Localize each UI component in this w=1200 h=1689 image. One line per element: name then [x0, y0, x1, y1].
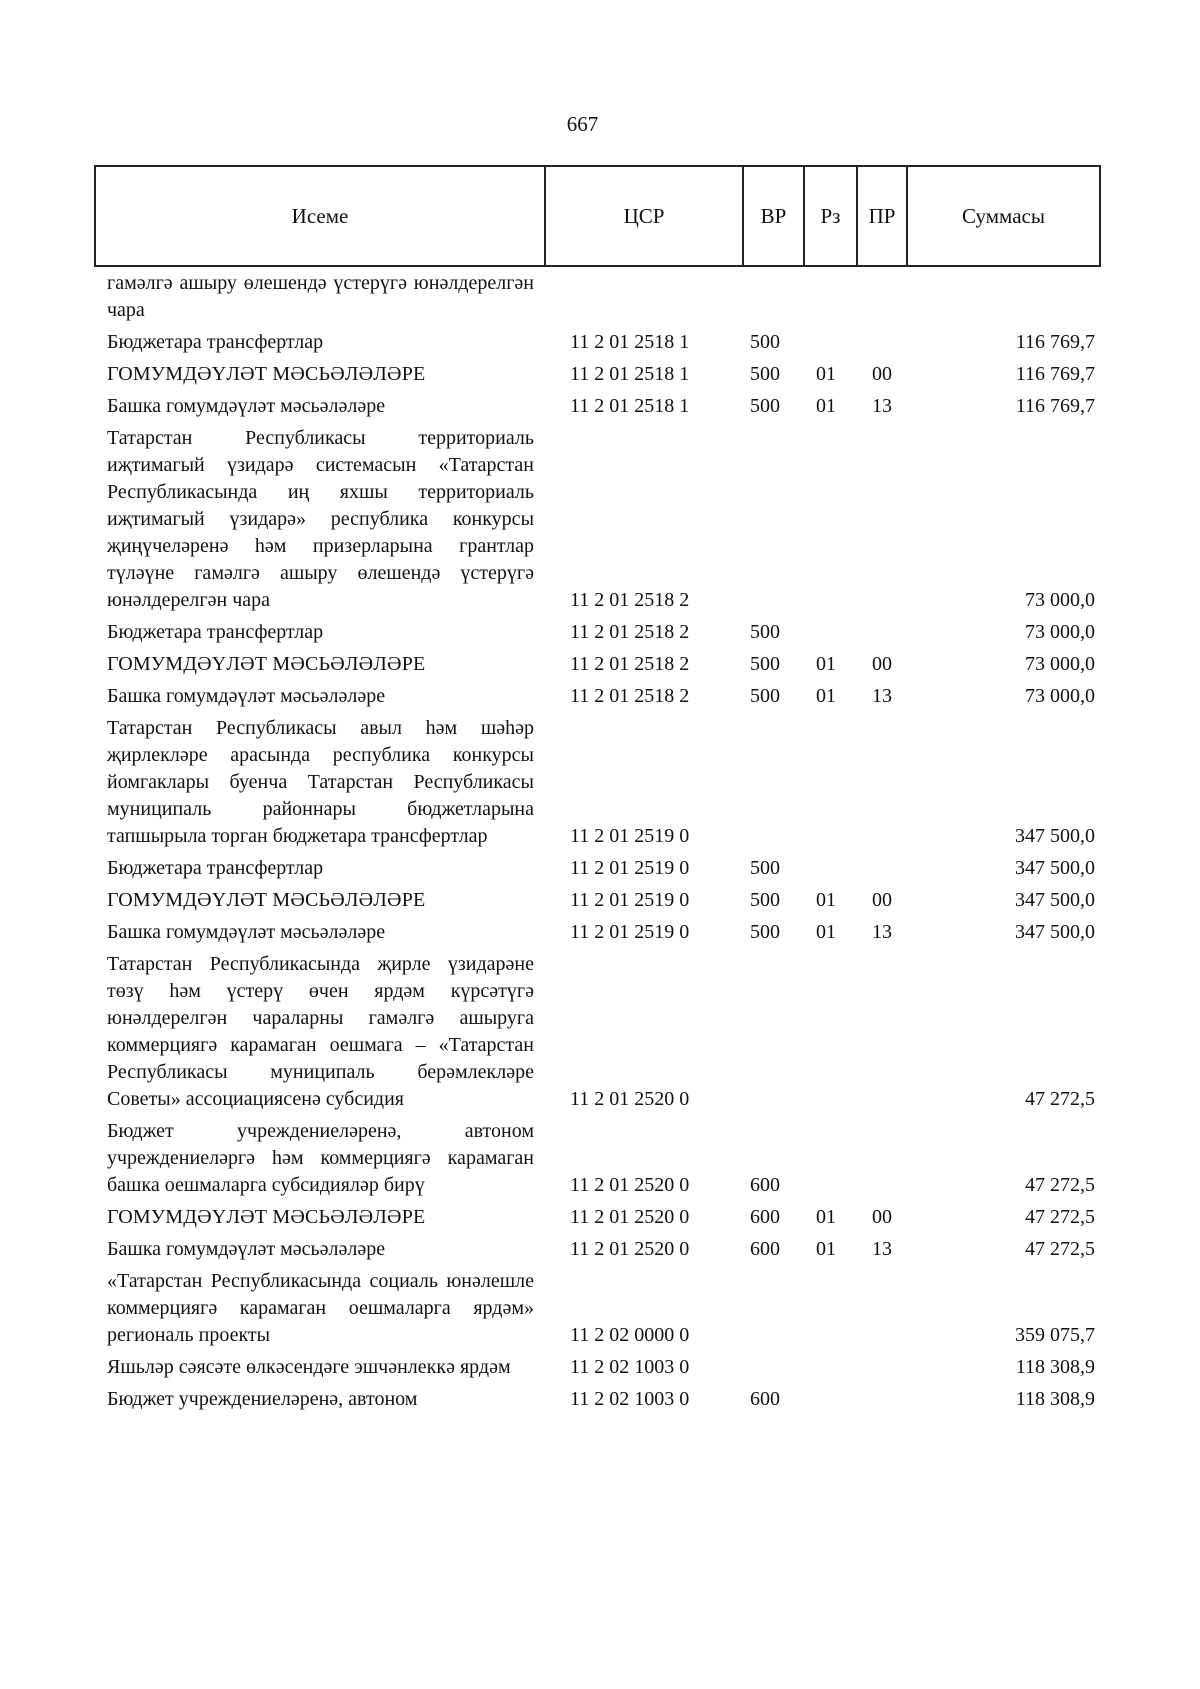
cell-name: Башка гомумдәүләт мәсьәләләре [107, 395, 386, 417]
cell-sum: 73 000,0 [1025, 653, 1095, 675]
cell-sum: 73 000,0 [1025, 621, 1095, 643]
cell-csr: 11 2 01 2518 2 [570, 621, 690, 643]
table-row [94, 951, 1099, 1113]
cell-name: Татарстан Республикасы территориаль иҗтимагый үзидарә системасын «Татарстан Республикасында иң яхшы территориаль иҗтимагый үзидарә» республика конкурсы җиңүчеләренә һәм призерларына грантлар түләүне гамәлгә ашыру өлешендә үстерүгә юнәлдерелгән чара [107, 427, 534, 611]
cell-sum: 116 769,7 [1015, 395, 1095, 417]
cell-rz: 01 [816, 363, 836, 385]
cell-sum: 47 272,5 [1025, 1174, 1095, 1196]
cell-csr: 11 2 01 2518 1 [570, 395, 690, 417]
cell-name: Бюджетара трансфертлар [107, 331, 324, 353]
cell-rz: 01 [816, 685, 836, 707]
cell-rz: 01 [816, 1238, 836, 1260]
cell-csr: 11 2 01 2520 0 [570, 1238, 690, 1260]
cell-csr: 11 2 01 2519 0 [570, 857, 690, 879]
cell-name: Бюджетара трансфертлар [107, 621, 324, 643]
cell-vr: 500 [750, 653, 780, 675]
table-row [94, 1204, 1099, 1231]
table-row [94, 651, 1099, 678]
cell-csr: 11 2 01 2518 2 [570, 653, 690, 675]
cell-sum: 47 272,5 [1025, 1238, 1095, 1260]
cell-csr: 11 2 01 2518 2 [570, 685, 690, 707]
cell-vr: 500 [750, 921, 780, 943]
cell-name: ГОМУМДӘҮЛӘТ МӘСЬӘЛӘЛӘРЕ [107, 653, 426, 675]
cell-vr: 500 [750, 363, 780, 385]
header-csr: ЦСР [545, 166, 743, 266]
table-body [94, 270, 1099, 1418]
cell-vr: 500 [750, 621, 780, 643]
cell-name: Татарстан Республикасында җирле үзидарәне төзү һәм үстерү өчен ярдәм күрсәтүгә юнәлдерелгән чараларны гамәлгә ашыруга коммерциягә карамаган оешмага – «Татарстан Республикасы муниципаль берәмлекләре Советы» ассоциациясенә субсидия [107, 953, 534, 1110]
cell-name: Башка гомумдәүләт мәсьәләләре [107, 921, 386, 943]
table-row [94, 1118, 1099, 1199]
cell-name: ГОМУМДӘҮЛӘТ МӘСЬӘЛӘЛӘРЕ [107, 889, 426, 911]
cell-name: Башка гомумдәүләт мәсьәләләре [107, 1238, 386, 1260]
cell-sum: 118 308,9 [1015, 1356, 1095, 1378]
cell-csr: 11 2 01 2518 2 [570, 589, 690, 611]
cell-rz: 01 [816, 1206, 836, 1228]
table-row [94, 683, 1099, 710]
cell-pr: 13 [872, 921, 892, 943]
header-name: Исеме [95, 166, 545, 266]
table-row [94, 715, 1099, 850]
table-row [94, 1236, 1099, 1263]
cell-name: «Татарстан Республикасында социаль юнәлешле коммерциягә карамаган оешмаларга ярдәм» региональ проекты [107, 1270, 534, 1346]
cell-sum: 116 769,7 [1015, 331, 1095, 353]
cell-sum: 347 500,0 [1015, 921, 1095, 943]
header-rz: Рз [804, 166, 857, 266]
cell-sum: 73 000,0 [1025, 589, 1095, 611]
cell-vr: 500 [750, 331, 780, 353]
cell-vr: 500 [750, 395, 780, 417]
cell-vr: 500 [750, 857, 780, 879]
cell-pr: 00 [872, 1206, 892, 1228]
cell-rz: 01 [816, 921, 836, 943]
header-vr: ВР [743, 166, 804, 266]
cell-rz: 01 [816, 395, 836, 417]
cell-sum: 347 500,0 [1015, 889, 1095, 911]
table-row [94, 1354, 1099, 1381]
cell-csr: 11 2 01 2519 0 [570, 825, 690, 847]
page-number: 667 [566, 112, 599, 136]
cell-vr: 600 [750, 1206, 780, 1228]
header-pr: ПР [857, 166, 907, 266]
cell-sum: 347 500,0 [1015, 857, 1095, 879]
cell-csr: 11 2 01 2519 0 [570, 889, 690, 911]
cell-name: Яшьләр сәясәте өлкәсендәге эшчәнлеккә ярдәм [107, 1356, 511, 1378]
table-row [94, 1386, 1099, 1413]
cell-name: ГОМУМДӘҮЛӘТ МӘСЬӘЛӘЛӘРЕ [107, 363, 426, 385]
cell-csr: 11 2 02 0000 0 [570, 1324, 690, 1346]
cell-vr: 600 [750, 1388, 780, 1410]
table-row [94, 887, 1099, 914]
table-row [94, 855, 1099, 882]
cell-csr: 11 2 02 1003 0 [570, 1356, 690, 1378]
cell-pr: 00 [872, 889, 892, 911]
table-row [94, 425, 1099, 614]
cell-name: Татарстан Республикасы авыл һәм шәһәр җирлекләре арасында республика конкурсы йомгаклары буенча Татарстан Республикасы муниципаль районнары бюджетларына тапшырыла торган бюджетара трансфертлар [107, 717, 534, 847]
cell-sum: 73 000,0 [1025, 685, 1095, 707]
table-row [94, 619, 1099, 646]
cell-pr: 00 [872, 363, 892, 385]
table-row [94, 1268, 1099, 1349]
cell-name: Башка гомумдәүләт мәсьәләләре [107, 685, 386, 707]
cell-csr: 11 2 01 2520 0 [570, 1088, 690, 1110]
cell-vr: 500 [750, 685, 780, 707]
cell-csr: 11 2 01 2518 1 [570, 363, 690, 385]
table-row [94, 919, 1099, 946]
cell-csr: 11 2 01 2518 1 [570, 331, 690, 353]
cell-sum: 116 769,7 [1015, 363, 1095, 385]
cell-name: Бюджет учреждениеләренә, автоном учреждениеләргә һәм коммерциягә карамаган башка оешмаларга субсидияләр бирү [107, 1120, 534, 1196]
cell-name: ГОМУМДӘҮЛӘТ МӘСЬӘЛӘЛӘРЕ [107, 1206, 426, 1228]
cell-vr: 500 [750, 889, 780, 911]
header-sum: Суммасы [907, 166, 1100, 266]
cell-csr: 11 2 01 2520 0 [570, 1174, 690, 1196]
cell-sum: 47 272,5 [1025, 1088, 1095, 1110]
cell-sum: 359 075,7 [1015, 1324, 1095, 1346]
cell-name: Бюджетара трансфертлар [107, 857, 324, 879]
table-header [94, 165, 1101, 267]
cell-pr: 00 [872, 653, 892, 675]
cell-name: гамәлгә ашыру өлешендә үстерүгә юнәлдерелгән чара [107, 272, 534, 321]
cell-csr: 11 2 01 2519 0 [570, 921, 690, 943]
cell-pr: 13 [872, 395, 892, 417]
cell-sum: 118 308,9 [1015, 1388, 1095, 1410]
table-row [94, 361, 1099, 388]
cell-sum: 347 500,0 [1015, 825, 1095, 847]
table-row [94, 393, 1099, 420]
cell-csr: 11 2 02 1003 0 [570, 1388, 690, 1410]
cell-name: Бюджет учреждениеләренә, автоном [107, 1388, 418, 1410]
table-row [94, 329, 1099, 356]
cell-pr: 13 [872, 1238, 892, 1260]
cell-sum: 47 272,5 [1025, 1206, 1095, 1228]
cell-csr: 11 2 01 2520 0 [570, 1206, 690, 1228]
cell-rz: 01 [816, 653, 836, 675]
cell-vr: 600 [750, 1238, 780, 1260]
cell-rz: 01 [816, 889, 836, 911]
cell-pr: 13 [872, 685, 892, 707]
table-row [94, 270, 1099, 324]
cell-vr: 600 [750, 1174, 780, 1196]
